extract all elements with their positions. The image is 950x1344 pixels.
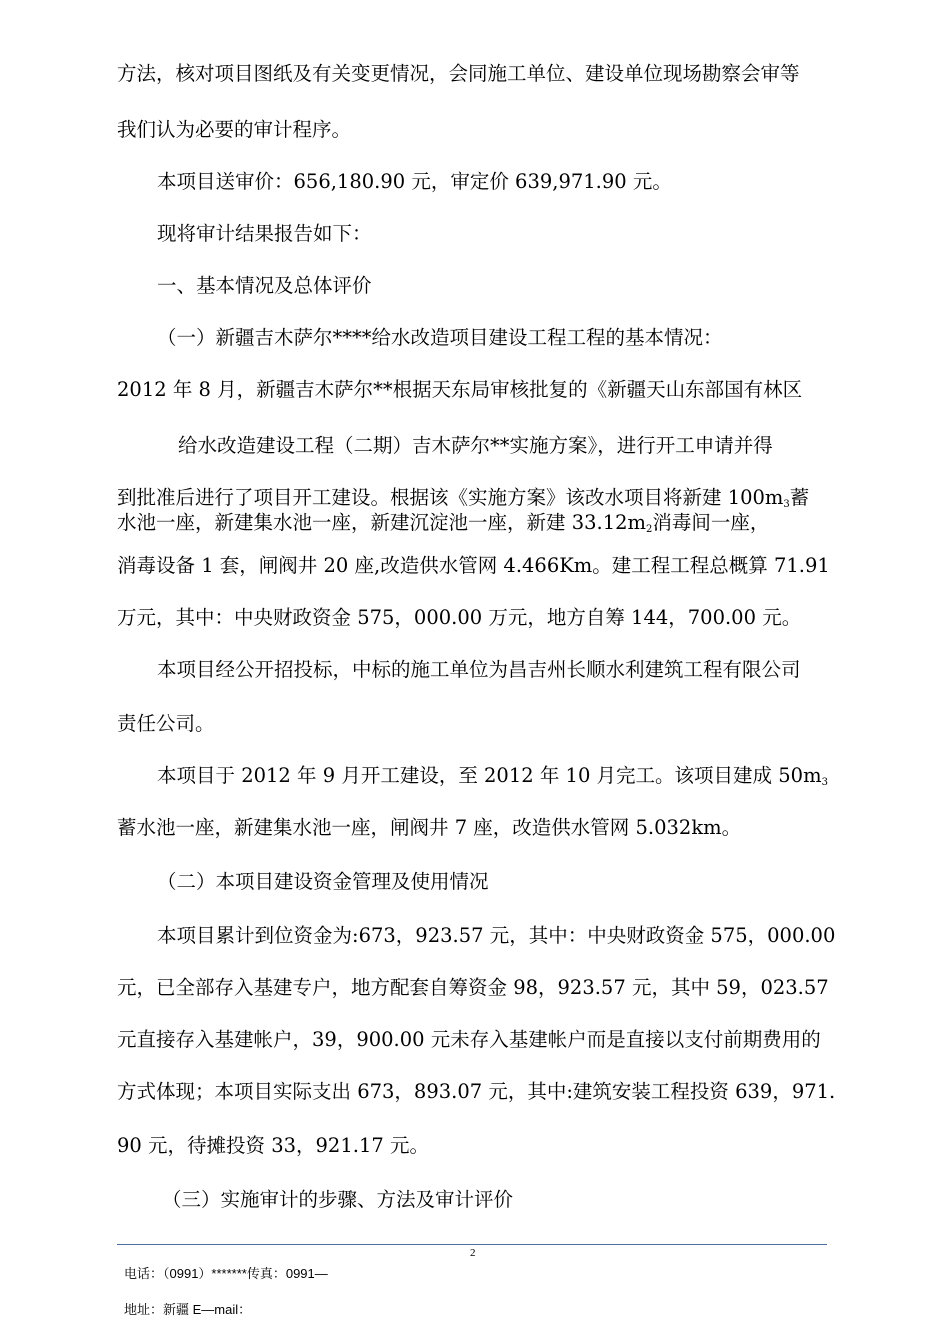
body-line-15-text: 本项目于 2012 年 9 月开工建设，至 2012 年 10 月完工。该项目建成 50m — [157, 764, 822, 787]
body-line-19: 元，已全部存入基建专户，地方配套自筹资金 98，923.57 元，其中 59，023.57 — [117, 976, 829, 999]
body-line-12: 万元，其中：中央财政资金 575，000.00 万元，地方自筹 144，700.00 元。 — [117, 606, 802, 629]
body-line-14: 责任公司。 — [117, 712, 215, 735]
body-line-22: 90 元，待摊投资 33，921.17 元。 — [117, 1134, 429, 1157]
body-line-11: 消毒设备 1 套，闸阀井 20 座,改造供水管网 4.466Km。建工程工程总概算 71.91 — [117, 554, 830, 577]
report-intro-line: 现将审计结果报告如下： — [157, 222, 372, 245]
section-heading-1: 一、基本情况及总体评价 — [157, 274, 372, 297]
body-line-10-text: 水池一座，新建集水池一座，新建沉淀池一座，新建 33.12m — [117, 511, 647, 534]
body-line-20: 元直接存入基建帐户，39，900.00 元未存入基建帐户而是直接以支付前期费用的 — [117, 1028, 821, 1051]
body-line-2: 我们认为必要的审计程序。 — [117, 118, 352, 141]
body-line-13: 本项目经公开招投标，中标的施工单位为昌吉州长顺水利建筑工程有限公司 — [157, 658, 801, 681]
body-line-9-suffix: 蓄 — [789, 486, 810, 509]
audit-price-line: 本项目送审价：656,180.90 元，审定价 639,971.90 元。 — [157, 170, 672, 193]
footer-address: 地址：新疆 E—mail： — [124, 1302, 252, 1317]
subsection-heading-1: （一）新疆吉木萨尔****给水改造项目建设工程工程的基本情况： — [157, 326, 723, 349]
unit-superscript: 3 — [783, 499, 790, 510]
body-line-10-suffix: 消毒间一座， — [652, 511, 770, 534]
subsection-heading-3: （三）实施审计的步骤、方法及审计评价 — [162, 1188, 514, 1211]
body-line-15 — [157, 764, 828, 795]
subsection-heading-2: （二）本项目建设资金管理及使用情况 — [157, 870, 489, 893]
body-line-10 — [117, 511, 769, 542]
unit-superscript: 2 — [646, 524, 653, 535]
unit-superscript: 3 — [821, 777, 828, 788]
body-line-7: 2012 年 8 月，新疆吉木萨尔**根据天东局审核批复的《新疆天山东部国有林区 — [117, 378, 803, 401]
body-line-16: 蓄水池一座，新建集水池一座，闸阀井 7 座，改造供水管网 5.032km。 — [117, 816, 742, 839]
body-line-21: 方式体现；本项目实际支出 673，893.07 元，其中:建筑安装工程投资 639，971. — [117, 1080, 836, 1103]
body-line-8: 给水改造建设工程（二期）吉木萨尔**实施方案》，进行开工申请并得 — [178, 434, 773, 457]
body-line-18: 本项目累计到位资金为:673，923.57 元，其中：中央财政资金 575，000.00 — [157, 924, 836, 947]
body-line-9-text: 到批准后进行了项目开工建设。根据该《实施方案》该改水项目将新建 100m — [117, 486, 784, 509]
footer-phone: 电话：（0991）*******传真：0991— — [124, 1266, 328, 1281]
body-line-1: 方法，核对项目图纸及有关变更情况，会同施工单位、建设单位现场勘察会审等 — [117, 62, 800, 85]
footer-divider — [117, 1244, 827, 1245]
page-number: 2 — [470, 1247, 476, 1259]
